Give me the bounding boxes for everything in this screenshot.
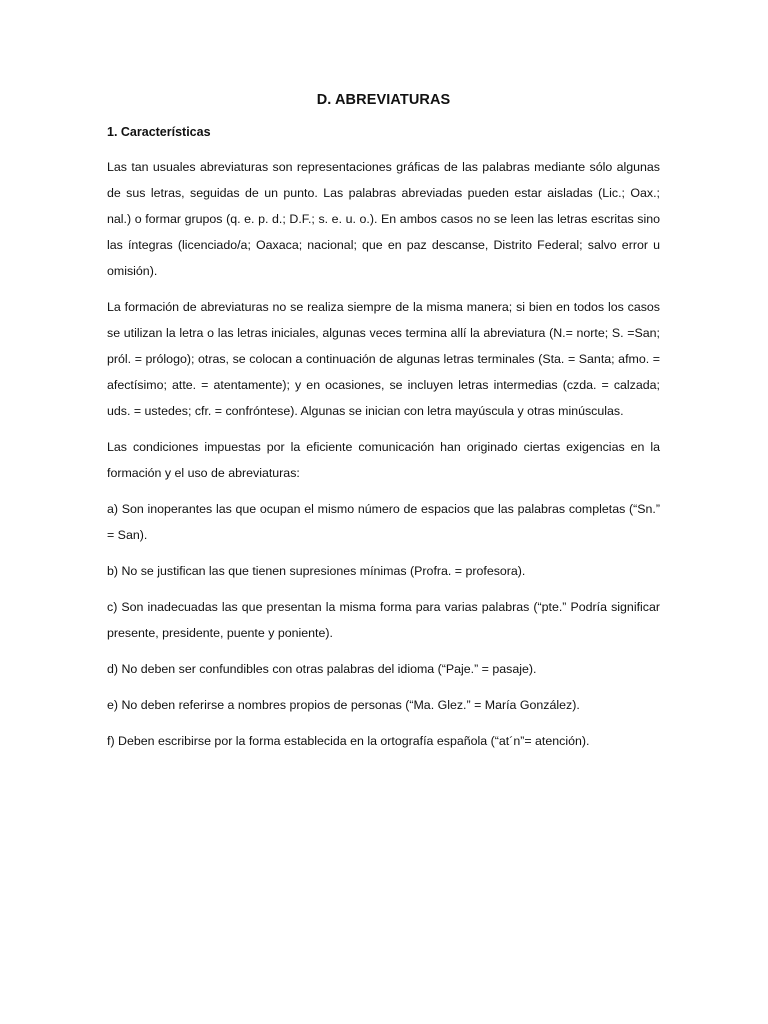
paragraph-conditions: Las condiciones impuestas por la eficiente comunicación han originado ciertas exigencias en la formación y el uso de abreviaturas:: [107, 440, 660, 480]
list-item-f: f) Deben escribirse por la forma establecida en la ortografía española (“at´n”= atención).: [107, 734, 590, 748]
page-title: D. ABREVIATURAS: [316, 92, 451, 108]
list-item-d: d) No deben ser confundibles con otras palabras del idioma (“Paje.” = pasaje).: [107, 662, 537, 676]
list-item-b: b) No se justifican las que tienen supresiones mínimas (Profra. = profesora).: [107, 564, 526, 578]
list-item-e: e) No deben referirse a nombres propios de personas (“Ma. Glez.” = María González).: [107, 698, 580, 712]
list-item-c: c) Son inadecuadas las que presentan la misma forma para varias palabras (“pte.” Podría significar presente, presidente, puente y poniente).: [107, 600, 660, 640]
document-content: [107, 92, 660, 764]
section-heading: 1. Características: [107, 125, 211, 139]
paragraph-definition: Las tan usuales abreviaturas son representaciones gráficas de las palabras mediante sólo algunas de sus letras, seguidas de un punto. Las palabras abreviadas pueden estar aisladas (Lic.; Oax.; nal.) o formar grupos (q. e. p. d.; D.F.; s. e. u. o.). En ambos casos no se leen las letras escritas sino las íntegras (licenciado/a; Oaxaca; nacional; que en paz descanse, Distrito Federal; salvo error u omisión).: [107, 160, 660, 278]
paragraph-formation: La formación de abreviaturas no se realiza siempre de la misma manera; si bien en todos los casos se utilizan la letra o las letras iniciales, algunas veces termina allí la abreviatura (N.= norte; S. =San; pról. = prólogo); otras, se colocan a continuación de algunas letras terminales (Sta. = Santa; afmo. = afectísimo; atte. = atentamente); y en ocasiones, se incluyen letras intermedias (czda. = calzada; uds. = ustedes; cfr. = confróntese). Algunas se inician con letra mayúscula y otras minúsculas.: [107, 300, 660, 418]
list-item-a: a) Son inoperantes las que ocupan el mismo número de espacios que las palabras completas (“Sn.” = San).: [107, 502, 660, 542]
